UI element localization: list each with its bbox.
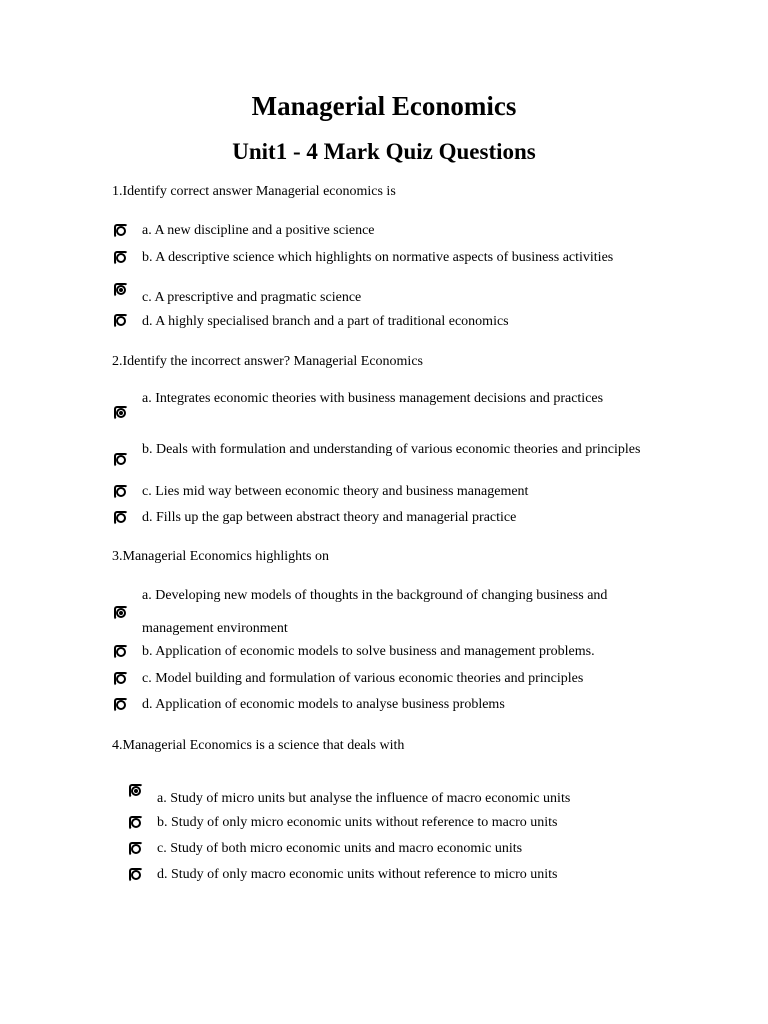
page-subtitle: Unit1 - 4 Mark Quiz Questions — [232, 139, 536, 164]
q3-option-a-radio[interactable] — [116, 608, 126, 618]
q4-option-a-radio[interactable] — [131, 786, 141, 796]
q1-option-c-radio[interactable] — [116, 285, 126, 295]
q1-option-c-label: c. A prescriptive and pragmatic science — [142, 290, 362, 305]
question-4-text: 4.Managerial Economics is a science that deals with — [112, 738, 405, 753]
q3-option-c-label: c. Model building and formulation of various economic theories and principles — [142, 671, 584, 686]
question-3-text: 3.Managerial Economics highlights on — [112, 549, 329, 564]
q3-option-b-radio[interactable] — [116, 647, 126, 657]
q3-option-a-label-cont: management environment — [142, 621, 288, 636]
q1-option-d-radio[interactable] — [116, 316, 126, 326]
q4-option-d-radio[interactable] — [131, 870, 141, 880]
q2-option-d-label: d. Fills up the gap between abstract theory and managerial practice — [142, 510, 517, 525]
q4-option-c-label: c. Study of both micro economic units and macro economic units — [157, 841, 523, 856]
q2-option-b-label: b. Deals with formulation and understanding of various economic theories and principles — [142, 442, 641, 457]
q3-option-c-radio[interactable] — [116, 674, 126, 684]
q2-option-c-radio[interactable] — [116, 487, 126, 497]
q1-option-d-label: d. A highly specialised branch and a part of traditional economics — [142, 314, 509, 329]
q1-option-a-label: a. A new discipline and a positive science — [142, 223, 375, 238]
q1-option-b-radio[interactable] — [116, 253, 126, 263]
q4-option-d-label: d. Study of only macro economic units without reference to micro units — [157, 867, 558, 882]
q1-option-b-label: b. A descriptive science which highlights on normative aspects of business activities — [142, 250, 614, 265]
q2-option-a-radio[interactable] — [116, 408, 126, 418]
q3-option-b-label: b. Application of economic models to solve business and management problems. — [142, 644, 595, 659]
q2-option-a-label: a. Integrates economic theories with business management decisions and practices — [142, 391, 604, 406]
q4-option-b-radio[interactable] — [131, 818, 141, 828]
q4-option-a-label: a. Study of micro units but analyse the influence of macro economic units — [157, 791, 571, 806]
q2-option-c-label: c. Lies mid way between economic theory and business management — [142, 484, 529, 499]
question-2-text: 2.Identify the incorrect answer? Managerial Economics — [112, 354, 423, 369]
q1-option-a-radio[interactable] — [116, 226, 126, 236]
q3-option-d-label: d. Application of economic models to analyse business problems — [142, 697, 505, 712]
q4-option-b-label: b. Study of only micro economic units without reference to macro units — [157, 815, 558, 830]
q2-option-d-radio[interactable] — [116, 513, 126, 523]
q3-option-a-label: a. Developing new models of thoughts in the background of changing business and — [142, 588, 608, 603]
q4-option-c-radio[interactable] — [131, 844, 141, 854]
question-1-text: 1.Identify correct answer Managerial economics is — [112, 184, 396, 199]
page-title: Managerial Economics — [251, 91, 517, 121]
q3-option-d-radio[interactable] — [116, 700, 126, 710]
q2-option-b-radio[interactable] — [116, 455, 126, 465]
